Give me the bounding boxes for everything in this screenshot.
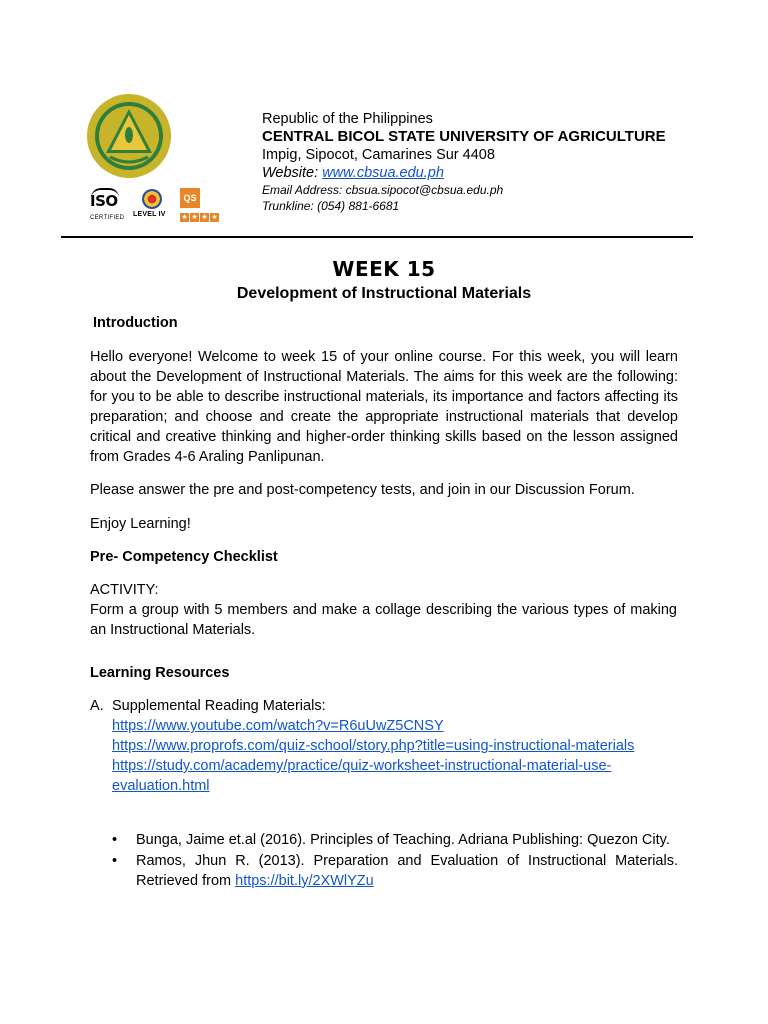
star-icon: ★: [201, 214, 208, 221]
page-title: WEEK 15: [332, 257, 436, 281]
university-name: CENTRAL BICOL STATE UNIVERSITY OF AGRICULTURE: [262, 128, 666, 145]
website-line: Website: www.cbsua.edu.ph: [262, 165, 444, 181]
website-link[interactable]: www.cbsua.edu.ph: [322, 165, 444, 181]
introduction-heading: Introduction: [93, 315, 178, 331]
study-com-link[interactable]: https://study.com/academy/practice/quiz-worksheet-instructional-material-use-: [112, 758, 612, 774]
list-item: [112, 851, 678, 891]
iso-certified-icon: ISO CERTIFIED: [88, 188, 124, 226]
accreditation-badges: [88, 188, 228, 226]
reference-text: Ramos, Jhun R. (2013). Preparation and Evaluation of Instructional Materials. Retrieved from: [136, 853, 678, 889]
qs-stars-icon: QS ★ ★ ★ ★: [180, 188, 222, 226]
study-com-link-continued[interactable]: evaluation.html: [112, 778, 210, 794]
reference-text: Bunga, Jaime et.al (2016). Principles of Teaching. Adriana Publishing: Quezon City.: [136, 832, 670, 848]
level-iv-accreditation-icon: LEVEL IV: [132, 188, 170, 226]
learning-resources-heading: Learning Resources: [90, 665, 230, 681]
page-subtitle: Development of Instructional Materials: [236, 285, 532, 302]
trunkline-number: (054) 881-6681: [317, 199, 400, 213]
supplemental-reading-title: Supplemental Reading Materials:: [112, 698, 326, 714]
references-list: [112, 830, 678, 892]
letterhead: [262, 110, 722, 214]
email-address: cbsua.sipocot@cbsua.edu.ph: [345, 183, 504, 197]
list-marker-a: A.: [90, 698, 104, 714]
trunkline-line: Trunkline: (054) 881-6681: [262, 199, 400, 213]
bullet-icon: •: [112, 853, 118, 869]
bitly-link[interactable]: https://bit.ly/2XWlYZu: [235, 873, 374, 889]
star-icon: ★: [181, 214, 188, 221]
activity-text: Form a group with 5 members and make a collage describing the various types of making an Instructional Materials.: [90, 602, 677, 638]
star-icon: ★: [191, 214, 198, 221]
closing-paragraph: Enjoy Learning!: [90, 516, 191, 532]
republic-line: Republic of the Philippines: [262, 111, 433, 127]
supplemental-reading-list: [112, 696, 692, 796]
youtube-link[interactable]: https://www.youtube.com/watch?v=R6uUwZ5CNSY: [112, 718, 444, 734]
activity-label: ACTIVITY:: [90, 582, 159, 598]
header-divider: [61, 236, 693, 238]
email-line: Email Address: cbsua.sipocot@cbsua.edu.ph: [262, 183, 504, 197]
list-item: [112, 830, 678, 850]
instructions-paragraph: Please answer the pre and post-competency tests, and join in our Discussion Forum.: [90, 482, 635, 498]
star-icon: ★: [211, 214, 218, 221]
introduction-paragraph: Hello everyone! Welcome to week 15 of your online course. For this week, you will learn about the Development of Instructional Materials. The aims for this week are the following: for you to be able to describe instructional materials, its importance and factors affecting its preparation; and choose and create the appropriate instructional materials that develop critical and creative thinking and higher-order thinking skills based on the lesson assigned from Grades 4-6 Araling Panlipunan.: [90, 349, 678, 465]
bullet-icon: •: [112, 832, 118, 848]
proprofs-link[interactable]: https://www.proprofs.com/quiz-school/story.php?title=using-instructional-materials: [112, 738, 635, 754]
university-seal-icon: [86, 93, 172, 179]
university-address: Impig, Sipocot, Camarines Sur 4408: [262, 147, 495, 163]
pre-competency-heading: Pre- Competency Checklist: [90, 549, 278, 565]
